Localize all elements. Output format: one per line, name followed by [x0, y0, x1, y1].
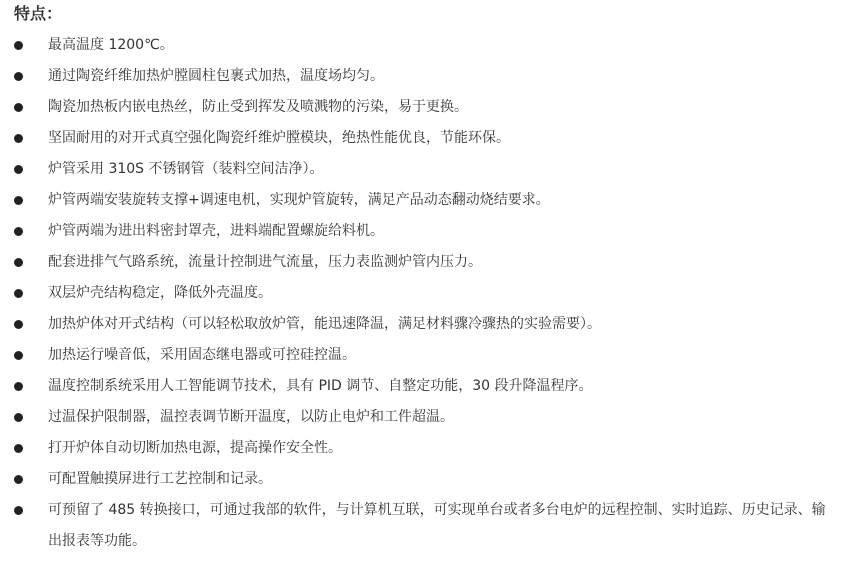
- feature-item: [0, 309, 843, 340]
- feature-item: [0, 247, 843, 278]
- section-heading: 特点：: [14, 4, 63, 23]
- feature-text: 炉管采用 310S 不锈钢管（装料空间洁净）。: [48, 161, 324, 177]
- feature-text: 加热炉体对开式结构（可以轻松取放炉管，能迅速降温，满足材料骤冷骤热的实验需要）。: [48, 316, 601, 332]
- bullet-icon: [14, 351, 23, 360]
- feature-item: [0, 185, 843, 216]
- feature-text: 打开炉体自动切断加热电源，提高操作安全性。: [48, 440, 342, 456]
- feature-item: [0, 92, 843, 123]
- feature-text: 陶瓷加热板内嵌电热丝，防止受到挥发及喷溅物的污染，易于更换。: [48, 99, 468, 115]
- bullet-icon: [14, 41, 23, 50]
- feature-text: 温度控制系统采用人工智能调节技术，具有 PID 调节、自整定功能，30 段升降温程序。: [48, 378, 593, 394]
- bullet-icon: [14, 258, 23, 267]
- bullet-icon: [14, 413, 23, 422]
- bullet-icon: [14, 475, 23, 484]
- feature-item: [0, 154, 843, 185]
- feature-item: [0, 464, 843, 495]
- feature-text: 通过陶瓷纤维加热炉膛圆柱包裹式加热，温度场均匀。: [48, 68, 384, 84]
- feature-item: [0, 371, 843, 402]
- bullet-icon: [14, 165, 23, 174]
- feature-item: [0, 123, 843, 154]
- bullet-icon: [14, 506, 23, 515]
- feature-item: [0, 340, 843, 371]
- feature-text: 坚固耐用的对开式真空强化陶瓷纤维炉膛模块，绝热性能优良，节能环保。: [48, 130, 510, 146]
- feature-item: [0, 495, 843, 557]
- feature-item: [0, 433, 843, 464]
- feature-item: [0, 30, 843, 61]
- bullet-icon: [14, 227, 23, 236]
- bullet-icon: [14, 320, 23, 329]
- feature-item: [0, 216, 843, 247]
- feature-item: [0, 278, 843, 309]
- feature-text: 过温保护限制器，温控表调节断开温度，以防止电炉和工件超温。: [48, 409, 454, 425]
- feature-text: 最高温度 1200℃。: [48, 37, 174, 53]
- feature-item: [0, 402, 843, 433]
- feature-text: 炉管两端安装旋转支撑+调速电机，实现炉管旋转，满足产品动态翻动烧结要求。: [48, 192, 550, 208]
- feature-text: 可配置触摸屏进行工艺控制和记录。: [48, 471, 272, 487]
- feature-text: 炉管两端为进出料密封罩壳，进料端配置螺旋给料机。: [48, 223, 384, 239]
- feature-text: 配套进排气气路系统，流量计控制进气流量，压力表监测炉管内压力。: [48, 254, 482, 270]
- feature-text: 双层炉壳结构稳定，降低外壳温度。: [48, 285, 272, 301]
- bullet-icon: [14, 196, 23, 205]
- bullet-icon: [14, 382, 23, 391]
- feature-list: [0, 30, 843, 557]
- feature-item: [0, 61, 843, 92]
- bullet-icon: [14, 103, 23, 112]
- feature-text: 加热运行噪音低，采用固态继电器或可控硅控温。: [48, 347, 356, 363]
- feature-text: 可预留了 485 转换接口，可通过我部的软件，与计算机互联，可实现单台或者多台电炉的远程控制、实时追踪、历史记录、输出报表等功能。: [48, 502, 826, 549]
- bullet-icon: [14, 134, 23, 143]
- bullet-icon: [14, 72, 23, 81]
- bullet-icon: [14, 444, 23, 453]
- bullet-icon: [14, 289, 23, 298]
